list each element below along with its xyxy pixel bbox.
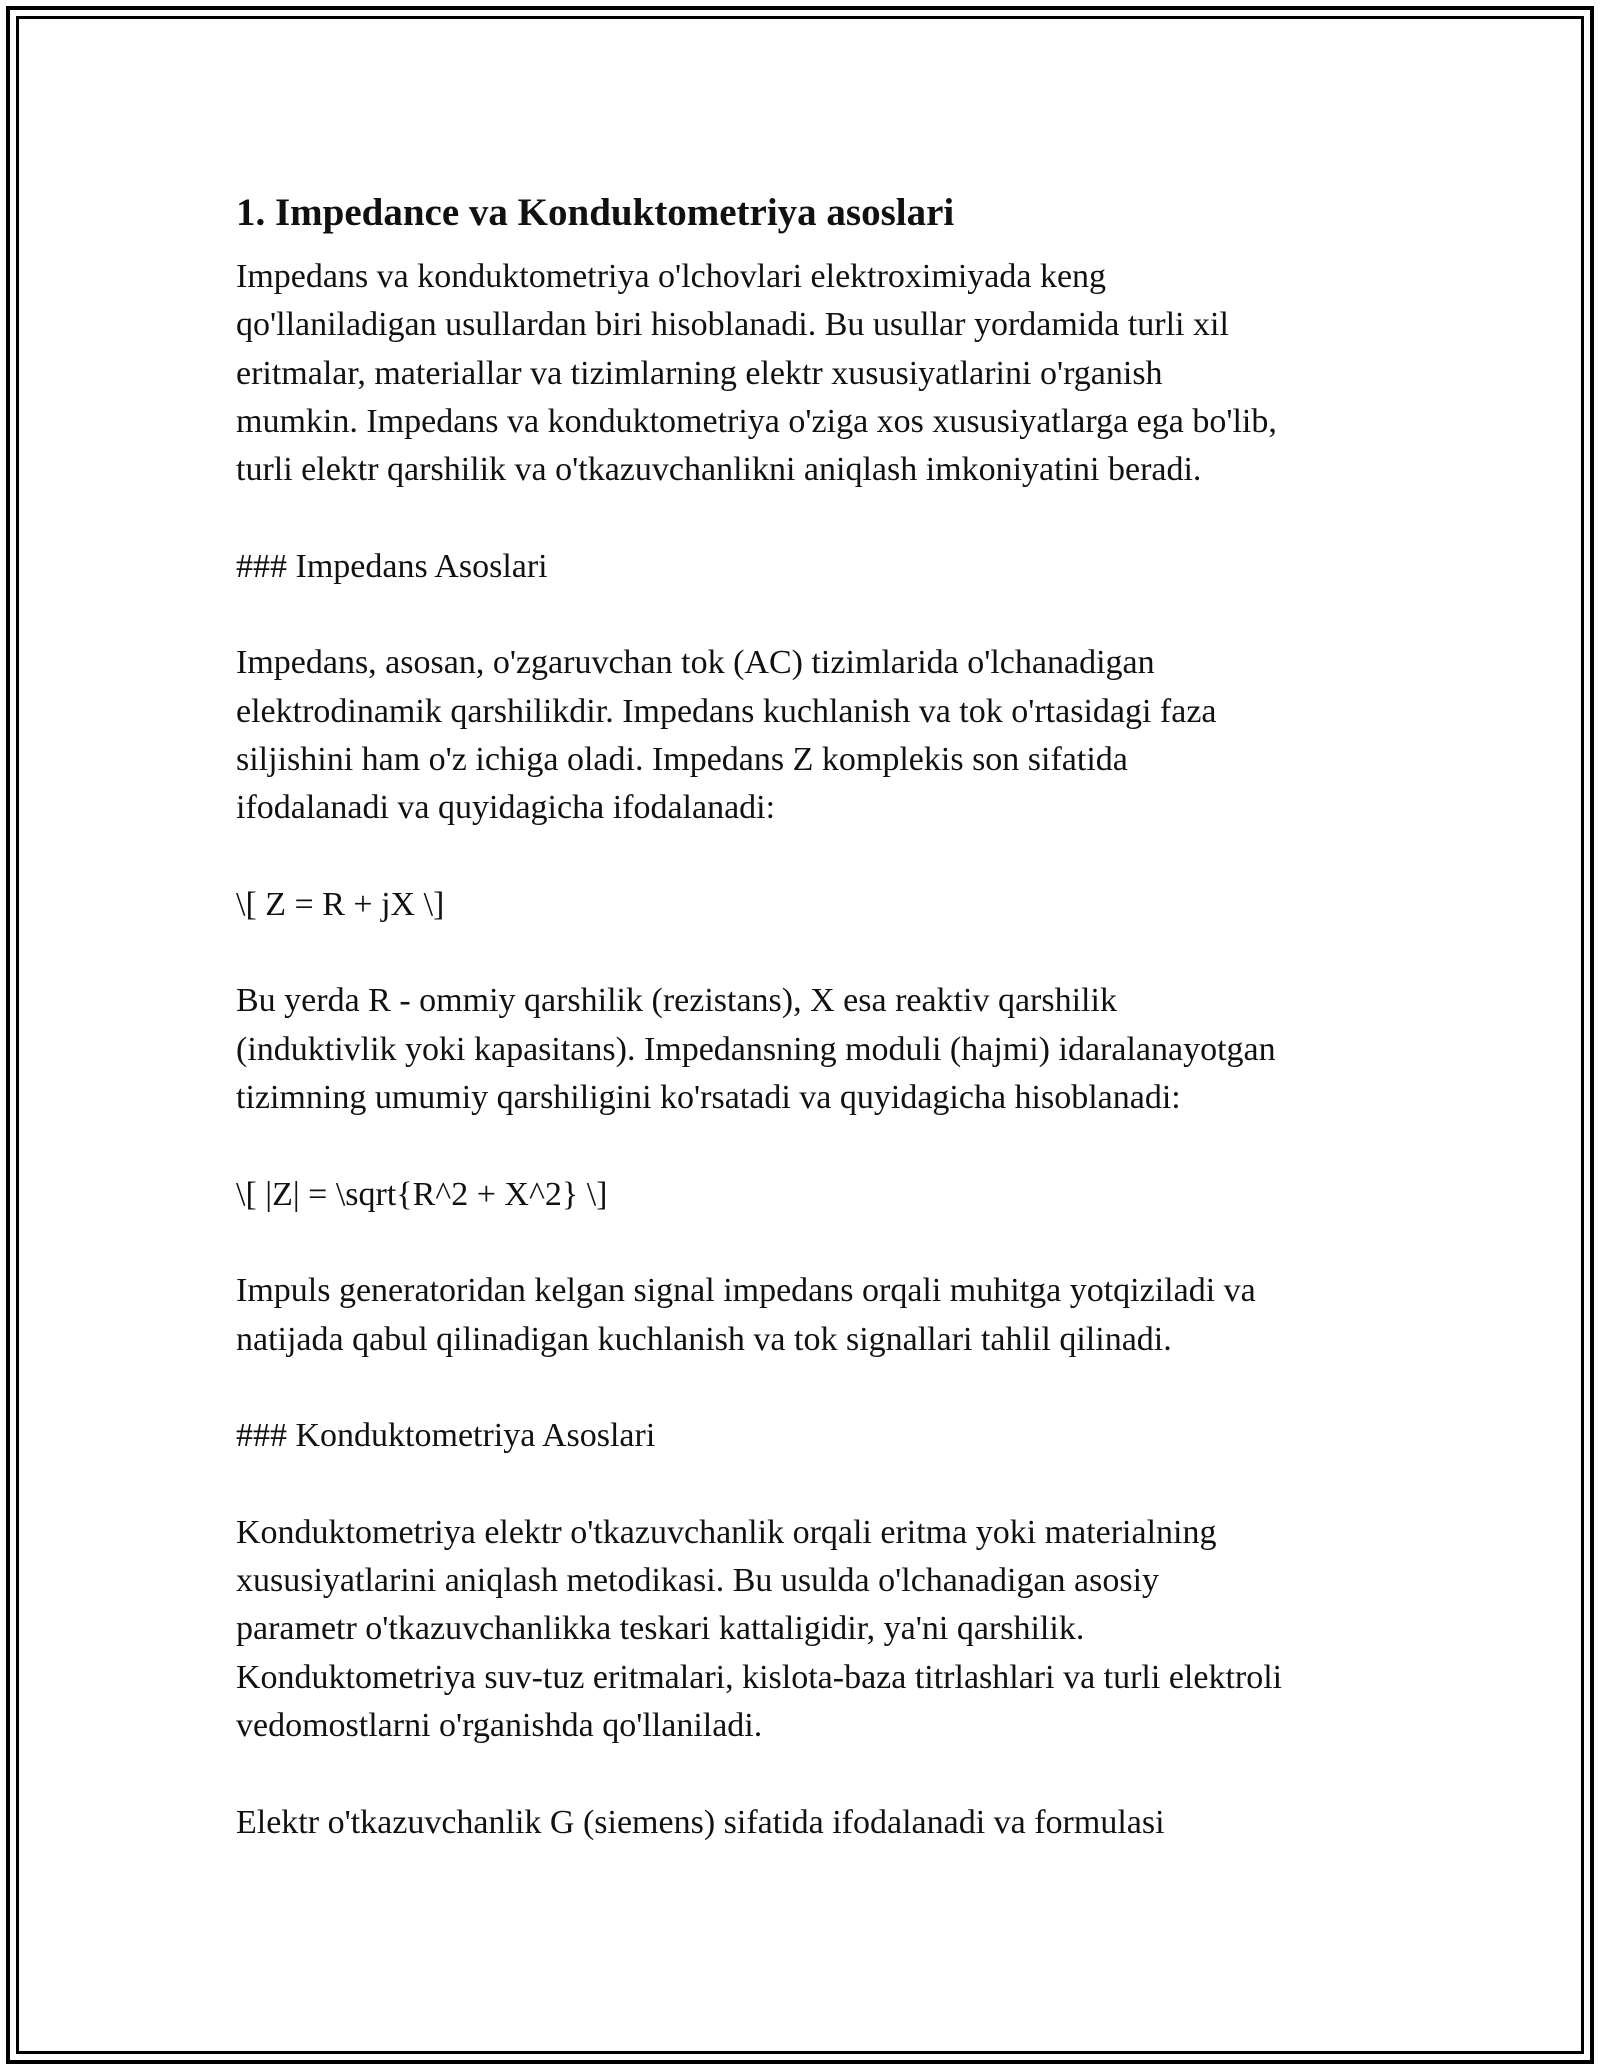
konduktometriya-paragraph: Konduktometriya elektr o'tkazuvchanlik orqali eritma yoki materialning xususiyatlarini aniqlash metodikasi. Bu usulda o'lchanadigan asosiy parametr o'tkazuvchanlikka teskari kattaligidir, ya'ni qarshilik. Konduktometriya suv-tuz eritmalari, kislota-baza titrlashlari va turli elektroli vedomostlarni o'rganishda qo'llaniladi. xyxy=(236,1513,1283,1744)
konduktometriya-section-heading: ### Konduktometriya Asoslari xyxy=(236,1417,656,1455)
impedance-explanation-paragraph: Bu yerda R - ommiy qarshilik (rezistans), X esa reaktiv qarshilik (induktivlik yoki kapasitans). Impedansning moduli (hajmi) idaralanayotgan tizimning umumiy qarshiligini ko'rsatadi va quyidagicha hisoblanadi: xyxy=(236,982,1276,1117)
intro-paragraph: Impedans va konduktometriya o'lchovlari elektroximiyada keng qo'llaniladigan usullardan biri hisoblanadi. Bu usullar yordamida turli xil eritmalar, materiallar va tizimlarning elektr xususiyatlarini o'rganish mumkin. Impedans va konduktometriya o'ziga xos xususiyatlarga ega bo'lib, turli elektr qarshilik va o'tkazuvchanlikni aniqlash imkoniyatini beradi. xyxy=(236,258,1277,489)
impedans-definition-paragraph: Impedans, asosan, o'zgaruvchan tok (AC) tizimlarida o'lchanadigan elektrodinamik qarshilikdir. Impedans kuchlanish va tok o'rtasidagi faza siljishini ham o'z ichiga oladi. Impedans Z komplekis son sifatida ifodalanadi va quyidagicha ifodalanadi: xyxy=(236,644,1217,827)
document-title: 1. Impedance va Konduktometriya asoslari xyxy=(236,191,955,234)
impuls-paragraph: Impuls generatoridan kelgan signal impedans orqali muhitga yotqiziladi va natijada qabul qilinadigan kuchlanish va tok signallari tahlil qilinadi. xyxy=(236,1272,1256,1358)
impedans-section-heading: ### Impedans Asoslari xyxy=(236,547,548,585)
impedance-formula: \[ Z = R + jX \] xyxy=(236,885,445,923)
document-body xyxy=(236,185,1376,1847)
conductance-paragraph: Elektr o'tkazuvchanlik G (siemens) sifatida ifodalanadi va formulasi xyxy=(236,1803,1165,1841)
impedance-modulus-formula: \[ |Z| = \sqrt{R^2 + X^2} \] xyxy=(236,1175,608,1213)
